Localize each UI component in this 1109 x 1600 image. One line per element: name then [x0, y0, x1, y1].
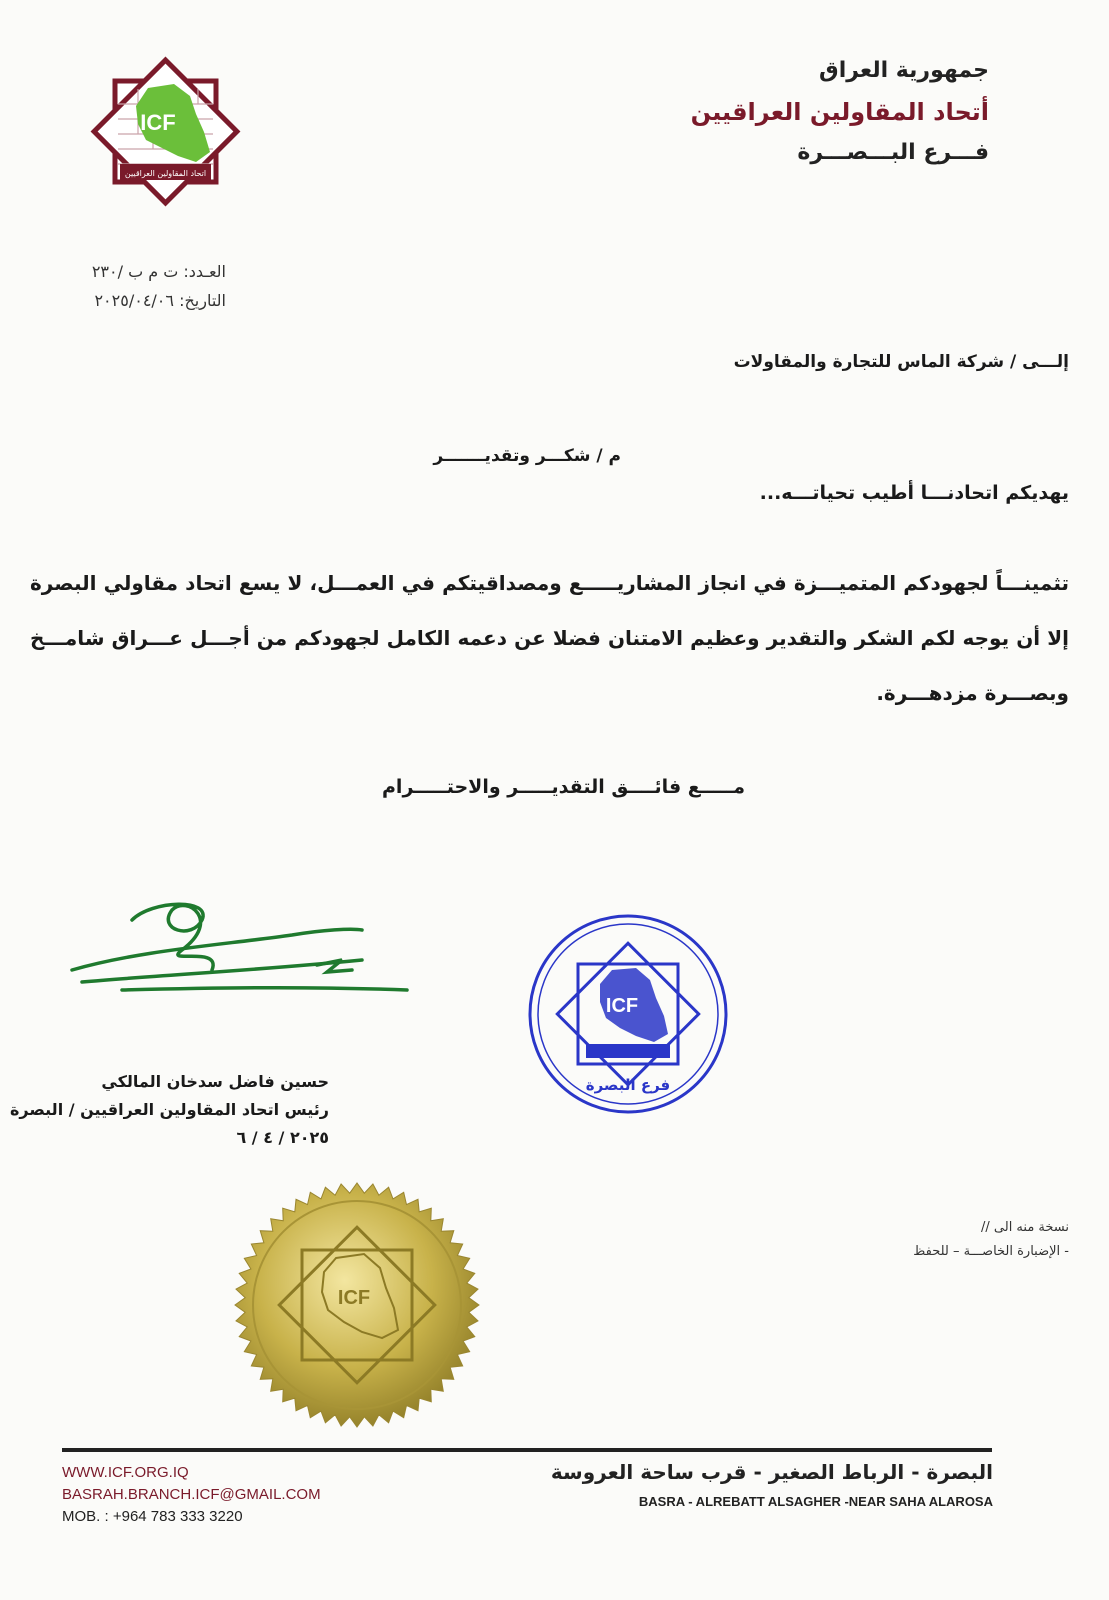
footer-email: BASRAH.BRANCH.ICF@GMAIL.COM [62, 1486, 321, 1503]
icf-logo [78, 44, 253, 219]
copy-heading: نسخة منه الى // [981, 1220, 1069, 1235]
stamp-caption: فرع البصرة [585, 1076, 671, 1094]
header-union: أتحاد المقاولين العراقيين [690, 98, 989, 126]
handwritten-signature [62, 890, 422, 1020]
body-paragraph: تثمينـــاً لجهودكم المتميـــزة في انجاز المشاريـــــع ومصداقيتكم في العمـــل، لا يسع اتحاد مقاولي البصرة إلا أن يوجه لكم الشكر والتقدير وعظيم الامتنان فضلا عن دعمه الكامل لجهودكم من أجـــل عـــراق شامـــخ وبصـــرة مزدهـــرة. [30, 571, 1069, 705]
header-country: جمهورية العراق [819, 58, 989, 83]
greeting-line: يهديكم اتحادنـــا أطيب تحياتـــه... [759, 482, 1069, 504]
closing-line: مـــــع فائــــق التقديـــــر والاحتـــــرام [382, 776, 745, 798]
recipient-line: إلـــى / شركة الماس للتجارة والمقاولات [733, 352, 1069, 372]
signer-date: ٢٠٢٥ / ٤ / ٦ [236, 1128, 329, 1147]
seal-icf-text: ICF [337, 1287, 371, 1309]
stamp-icf-text: ICF [605, 995, 639, 1017]
logo-caption: اتحاد المقاولين العراقيين [124, 169, 207, 178]
copy-item: - الإضبارة الخاصـــة – للحفظ [913, 1244, 1069, 1259]
logo-icf-text: ICF [140, 110, 176, 135]
branch-stamp [526, 912, 730, 1116]
footer-divider [62, 1448, 992, 1452]
footer-address-ar: البصرة - الرباط الصغير - قرب ساحة العروسة [550, 1460, 993, 1484]
footer-address-en: BASRA - ALREBATT ALSAGHER -NEAR SAHA ALAROSA [638, 1494, 993, 1509]
footer-mobile: MOB. : +964 783 333 3220 [62, 1508, 243, 1525]
reference-date: التاريخ: ٢٠٢٥/٠٤/٠٦ [94, 291, 226, 310]
signer-name: حسين فاضل سدخان المالكي [101, 1072, 329, 1091]
subject-line: م / شكـــر وتقديـــــــر [433, 446, 621, 466]
header-branch: فـــرع البـــصـــرة [797, 140, 989, 165]
signer-title: رئيس اتحاد المقاولين العراقيين / البصرة [9, 1100, 329, 1119]
gold-seal [232, 1180, 482, 1430]
footer-website: WWW.ICF.ORG.IQ [62, 1464, 189, 1481]
reference-number: العـدد: ت م ب /٢٣٠ [91, 262, 226, 281]
